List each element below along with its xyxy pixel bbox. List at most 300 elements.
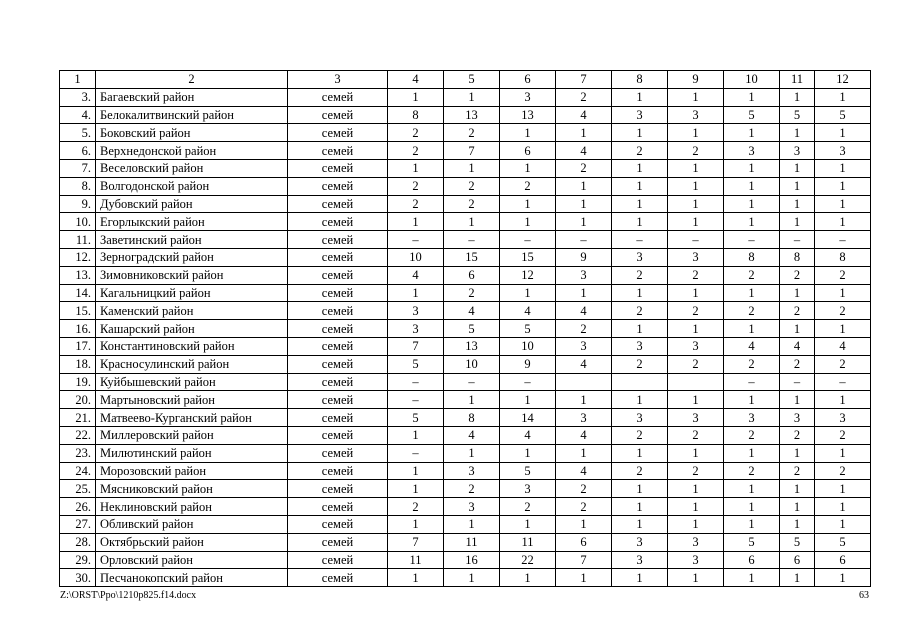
value-cell: 2 <box>668 266 724 284</box>
value-cell: 1 <box>668 391 724 409</box>
value-cell: 3 <box>612 551 668 569</box>
value-cell: 3 <box>724 142 780 160</box>
district-name-cell: Заветинский район <box>96 231 288 249</box>
row-number-cell: 22. <box>60 426 96 444</box>
value-cell: 1 <box>556 444 612 462</box>
district-name-cell: Матвеево-Курганский район <box>96 409 288 427</box>
unit-cell: семей <box>288 142 388 160</box>
value-cell: 3 <box>612 409 668 427</box>
value-cell: 15 <box>500 248 556 266</box>
district-name-cell: Куйбышевский район <box>96 373 288 391</box>
value-cell: 7 <box>388 337 444 355</box>
value-cell: 1 <box>668 444 724 462</box>
value-cell: 1 <box>668 515 724 533</box>
value-cell: 1 <box>668 480 724 498</box>
value-cell: 1 <box>444 159 500 177</box>
row-number-cell: 23. <box>60 444 96 462</box>
table-header-row <box>60 71 871 89</box>
value-cell: 1 <box>500 284 556 302</box>
value-cell: 1 <box>815 177 871 195</box>
value-cell: 1 <box>388 480 444 498</box>
column-header: 7 <box>556 71 612 89</box>
value-cell: – <box>668 231 724 249</box>
value-cell <box>612 373 668 391</box>
unit-cell: семей <box>288 124 388 142</box>
value-cell: 1 <box>780 88 815 106</box>
value-cell: 1 <box>815 195 871 213</box>
district-name-cell: Белокалитвинский район <box>96 106 288 124</box>
value-cell: 2 <box>612 142 668 160</box>
row-number-cell: 25. <box>60 480 96 498</box>
value-cell: 1 <box>815 569 871 587</box>
value-cell: 7 <box>556 551 612 569</box>
value-cell: 3 <box>612 106 668 124</box>
value-cell: 1 <box>815 320 871 338</box>
value-cell: 4 <box>780 337 815 355</box>
value-cell: – <box>500 373 556 391</box>
value-cell: 16 <box>444 551 500 569</box>
value-cell: 4 <box>388 266 444 284</box>
value-cell: 1 <box>500 515 556 533</box>
value-cell: 1 <box>388 462 444 480</box>
row-number-cell: 8. <box>60 177 96 195</box>
value-cell: 3 <box>444 462 500 480</box>
unit-cell: семей <box>288 498 388 516</box>
value-cell: 1 <box>612 284 668 302</box>
value-cell: 2 <box>388 124 444 142</box>
value-cell: 1 <box>724 195 780 213</box>
value-cell: 1 <box>612 213 668 231</box>
value-cell: 2 <box>388 498 444 516</box>
district-name-cell: Миллеровский район <box>96 426 288 444</box>
value-cell: 6 <box>444 266 500 284</box>
value-cell: 6 <box>724 551 780 569</box>
district-name-cell: Мясниковский район <box>96 480 288 498</box>
district-name-cell: Егорлыкский район <box>96 213 288 231</box>
value-cell: 3 <box>612 337 668 355</box>
value-cell: 1 <box>668 124 724 142</box>
column-header: 3 <box>288 71 388 89</box>
value-cell: 1 <box>724 498 780 516</box>
table-row <box>60 337 871 355</box>
row-number-cell: 14. <box>60 284 96 302</box>
value-cell: 1 <box>668 177 724 195</box>
value-cell: 2 <box>500 177 556 195</box>
value-cell: 1 <box>612 391 668 409</box>
value-cell: 1 <box>500 159 556 177</box>
value-cell: 1 <box>724 88 780 106</box>
value-cell: 4 <box>815 337 871 355</box>
value-cell: 3 <box>500 88 556 106</box>
row-number-cell: 20. <box>60 391 96 409</box>
value-cell: 7 <box>388 533 444 551</box>
value-cell: 2 <box>815 355 871 373</box>
unit-cell: семей <box>288 213 388 231</box>
district-name-cell: Константиновский район <box>96 337 288 355</box>
row-number-cell: 5. <box>60 124 96 142</box>
value-cell: 3 <box>668 409 724 427</box>
value-cell: 2 <box>780 462 815 480</box>
value-cell: 2 <box>780 266 815 284</box>
value-cell: 10 <box>444 355 500 373</box>
value-cell: 2 <box>724 462 780 480</box>
row-number-cell: 24. <box>60 462 96 480</box>
value-cell: 3 <box>556 409 612 427</box>
value-cell: 6 <box>500 142 556 160</box>
row-number-cell: 6. <box>60 142 96 160</box>
value-cell: 1 <box>780 444 815 462</box>
column-header: 1 <box>60 71 96 89</box>
value-cell: – <box>388 444 444 462</box>
unit-cell: семей <box>288 391 388 409</box>
value-cell: 3 <box>556 266 612 284</box>
district-name-cell: Зимовниковский район <box>96 266 288 284</box>
value-cell: 3 <box>668 248 724 266</box>
row-number-cell: 11. <box>60 231 96 249</box>
value-cell: 5 <box>815 533 871 551</box>
value-cell: – <box>815 373 871 391</box>
column-header: 10 <box>724 71 780 89</box>
value-cell: 2 <box>612 426 668 444</box>
unit-cell: семей <box>288 159 388 177</box>
value-cell: 2 <box>724 266 780 284</box>
value-cell: 1 <box>388 159 444 177</box>
district-name-cell: Каменский район <box>96 302 288 320</box>
value-cell: 4 <box>500 426 556 444</box>
value-cell: 2 <box>668 142 724 160</box>
value-cell: 5 <box>388 409 444 427</box>
value-cell: 1 <box>500 391 556 409</box>
value-cell: 2 <box>612 355 668 373</box>
value-cell: 1 <box>815 515 871 533</box>
row-number-cell: 28. <box>60 533 96 551</box>
value-cell: 15 <box>444 248 500 266</box>
table-row <box>60 266 871 284</box>
district-name-cell: Октябрьский район <box>96 533 288 551</box>
value-cell: 1 <box>780 195 815 213</box>
district-name-cell: Мартыновский район <box>96 391 288 409</box>
value-cell: 2 <box>556 498 612 516</box>
value-cell: 1 <box>388 569 444 587</box>
row-number-cell: 3. <box>60 88 96 106</box>
value-cell: – <box>444 373 500 391</box>
value-cell: – <box>444 231 500 249</box>
footer-file-path: Z:\ORST\Ppo\1210p825.f14.docx <box>60 590 197 601</box>
row-number-cell: 4. <box>60 106 96 124</box>
value-cell: 2 <box>815 462 871 480</box>
value-cell: 2 <box>444 480 500 498</box>
value-cell: – <box>780 373 815 391</box>
table-row <box>60 373 871 391</box>
value-cell: 1 <box>668 284 724 302</box>
district-name-cell: Песчанокопский район <box>96 569 288 587</box>
column-header: 11 <box>780 71 815 89</box>
table-row <box>60 124 871 142</box>
value-cell: 1 <box>780 569 815 587</box>
value-cell: – <box>500 231 556 249</box>
value-cell: 1 <box>556 213 612 231</box>
value-cell: 2 <box>556 159 612 177</box>
value-cell: 1 <box>815 444 871 462</box>
row-number-cell: 15. <box>60 302 96 320</box>
table-row <box>60 426 871 444</box>
value-cell: 1 <box>780 159 815 177</box>
value-cell: 1 <box>668 320 724 338</box>
value-cell: 4 <box>500 302 556 320</box>
data-table <box>59 70 871 587</box>
value-cell: 2 <box>612 266 668 284</box>
district-name-cell: Боковский район <box>96 124 288 142</box>
unit-cell: семей <box>288 480 388 498</box>
unit-cell: семей <box>288 426 388 444</box>
value-cell: – <box>815 231 871 249</box>
row-number-cell: 26. <box>60 498 96 516</box>
value-cell: – <box>556 231 612 249</box>
value-cell: 1 <box>556 124 612 142</box>
table-row <box>60 409 871 427</box>
value-cell: 1 <box>724 213 780 231</box>
value-cell: 5 <box>780 533 815 551</box>
value-cell: 6 <box>780 551 815 569</box>
value-cell: 1 <box>815 88 871 106</box>
value-cell: 4 <box>444 426 500 444</box>
unit-cell: семей <box>288 515 388 533</box>
value-cell: 2 <box>388 195 444 213</box>
value-cell: 1 <box>612 177 668 195</box>
value-cell: 8 <box>724 248 780 266</box>
district-name-cell: Дубовский район <box>96 195 288 213</box>
column-header: 2 <box>96 71 288 89</box>
value-cell: 2 <box>780 302 815 320</box>
table-row <box>60 569 871 587</box>
value-cell: 1 <box>556 284 612 302</box>
table-body <box>60 88 871 586</box>
value-cell: 2 <box>724 302 780 320</box>
value-cell: 4 <box>556 302 612 320</box>
unit-cell: семей <box>288 551 388 569</box>
table-row <box>60 195 871 213</box>
value-cell: 1 <box>500 569 556 587</box>
value-cell: 1 <box>780 177 815 195</box>
value-cell: 1 <box>815 498 871 516</box>
value-cell: 22 <box>500 551 556 569</box>
value-cell: 1 <box>388 284 444 302</box>
value-cell: 1 <box>724 444 780 462</box>
value-cell: 6 <box>815 551 871 569</box>
value-cell: 2 <box>815 426 871 444</box>
value-cell: 1 <box>500 213 556 231</box>
value-cell: 1 <box>612 124 668 142</box>
table-row <box>60 515 871 533</box>
value-cell: 1 <box>780 213 815 231</box>
value-cell: 5 <box>815 106 871 124</box>
value-cell: 2 <box>780 426 815 444</box>
value-cell: 13 <box>500 106 556 124</box>
value-cell: 1 <box>724 480 780 498</box>
row-number-cell: 27. <box>60 515 96 533</box>
value-cell: 2 <box>388 142 444 160</box>
district-name-cell: Милютинский район <box>96 444 288 462</box>
value-cell: 2 <box>444 195 500 213</box>
value-cell: 2 <box>556 88 612 106</box>
value-cell <box>668 373 724 391</box>
value-cell: 8 <box>780 248 815 266</box>
table-row <box>60 462 871 480</box>
row-number-cell: 30. <box>60 569 96 587</box>
value-cell: 1 <box>500 124 556 142</box>
value-cell: 4 <box>724 337 780 355</box>
district-name-cell: Багаевский район <box>96 88 288 106</box>
district-name-cell: Обливский район <box>96 515 288 533</box>
value-cell: 5 <box>500 320 556 338</box>
table-row <box>60 159 871 177</box>
unit-cell: семей <box>288 373 388 391</box>
value-cell: 1 <box>668 569 724 587</box>
value-cell: 1 <box>815 124 871 142</box>
table-row <box>60 213 871 231</box>
value-cell: 4 <box>556 142 612 160</box>
unit-cell: семей <box>288 88 388 106</box>
value-cell: 1 <box>724 515 780 533</box>
value-cell: 11 <box>388 551 444 569</box>
value-cell: 1 <box>556 515 612 533</box>
value-cell: 12 <box>500 266 556 284</box>
value-cell: 1 <box>815 284 871 302</box>
value-cell: 8 <box>815 248 871 266</box>
value-cell: 3 <box>612 533 668 551</box>
value-cell: 10 <box>388 248 444 266</box>
value-cell: 1 <box>724 124 780 142</box>
value-cell: – <box>388 391 444 409</box>
value-cell: 1 <box>724 391 780 409</box>
value-cell: 1 <box>780 320 815 338</box>
value-cell: 2 <box>668 426 724 444</box>
value-cell: 13 <box>444 106 500 124</box>
district-name-cell: Морозовский район <box>96 462 288 480</box>
value-cell: 1 <box>388 88 444 106</box>
value-cell: 1 <box>444 444 500 462</box>
value-cell: 11 <box>444 533 500 551</box>
value-cell: 3 <box>556 337 612 355</box>
value-cell: 1 <box>780 515 815 533</box>
value-cell: 1 <box>612 480 668 498</box>
value-cell: 4 <box>556 462 612 480</box>
unit-cell: семей <box>288 444 388 462</box>
footer-page-number: 63 <box>859 590 869 601</box>
value-cell: 2 <box>668 302 724 320</box>
row-number-cell: 21. <box>60 409 96 427</box>
district-name-cell: Кашарский район <box>96 320 288 338</box>
value-cell: 1 <box>444 569 500 587</box>
value-cell: – <box>388 373 444 391</box>
unit-cell: семей <box>288 462 388 480</box>
row-number-cell: 17. <box>60 337 96 355</box>
value-cell: 1 <box>780 284 815 302</box>
value-cell: 1 <box>388 426 444 444</box>
value-cell: 1 <box>612 320 668 338</box>
value-cell: 1 <box>780 480 815 498</box>
row-number-cell: 18. <box>60 355 96 373</box>
value-cell: 1 <box>780 124 815 142</box>
value-cell: 2 <box>612 462 668 480</box>
value-cell: – <box>724 231 780 249</box>
unit-cell: семей <box>288 337 388 355</box>
value-cell: 2 <box>556 480 612 498</box>
table-row <box>60 231 871 249</box>
district-name-cell: Веселовский район <box>96 159 288 177</box>
value-cell: 7 <box>444 142 500 160</box>
value-cell: 3 <box>388 320 444 338</box>
table-row <box>60 302 871 320</box>
value-cell: 1 <box>724 569 780 587</box>
value-cell: 1 <box>556 177 612 195</box>
value-cell: 5 <box>388 355 444 373</box>
value-cell: 1 <box>724 284 780 302</box>
value-cell: 1 <box>612 88 668 106</box>
unit-cell: семей <box>288 409 388 427</box>
unit-cell: семей <box>288 320 388 338</box>
value-cell: 5 <box>780 106 815 124</box>
table-row <box>60 480 871 498</box>
value-cell: 2 <box>612 302 668 320</box>
row-number-cell: 16. <box>60 320 96 338</box>
value-cell: 2 <box>724 426 780 444</box>
value-cell: 5 <box>724 106 780 124</box>
value-cell: 1 <box>815 159 871 177</box>
district-name-cell: Красносулинский район <box>96 355 288 373</box>
district-name-cell: Орловский район <box>96 551 288 569</box>
value-cell: 4 <box>556 355 612 373</box>
value-cell: 9 <box>500 355 556 373</box>
row-number-cell: 7. <box>60 159 96 177</box>
value-cell: 1 <box>724 177 780 195</box>
value-cell: 3 <box>724 409 780 427</box>
table-row <box>60 88 871 106</box>
unit-cell: семей <box>288 355 388 373</box>
value-cell: 11 <box>500 533 556 551</box>
column-header: 4 <box>388 71 444 89</box>
value-cell: 2 <box>668 462 724 480</box>
column-header: 12 <box>815 71 871 89</box>
value-cell: 3 <box>668 551 724 569</box>
value-cell: 3 <box>815 409 871 427</box>
value-cell: 1 <box>612 569 668 587</box>
value-cell: 14 <box>500 409 556 427</box>
value-cell: 10 <box>500 337 556 355</box>
table-row <box>60 106 871 124</box>
row-number-cell: 19. <box>60 373 96 391</box>
value-cell: 4 <box>556 106 612 124</box>
unit-cell: семей <box>288 533 388 551</box>
value-cell: 1 <box>388 515 444 533</box>
value-cell: 1 <box>815 213 871 231</box>
value-cell: 2 <box>444 177 500 195</box>
unit-cell: семей <box>288 266 388 284</box>
value-cell: 5 <box>444 320 500 338</box>
table-row <box>60 248 871 266</box>
district-name-cell: Волгодонской район <box>96 177 288 195</box>
value-cell: 1 <box>780 391 815 409</box>
value-cell: 2 <box>444 284 500 302</box>
value-cell: 3 <box>780 409 815 427</box>
district-name-cell: Неклиновский район <box>96 498 288 516</box>
value-cell: 3 <box>500 480 556 498</box>
table-row <box>60 551 871 569</box>
value-cell: 2 <box>815 302 871 320</box>
table-row <box>60 498 871 516</box>
row-number-cell: 13. <box>60 266 96 284</box>
value-cell: 3 <box>668 106 724 124</box>
